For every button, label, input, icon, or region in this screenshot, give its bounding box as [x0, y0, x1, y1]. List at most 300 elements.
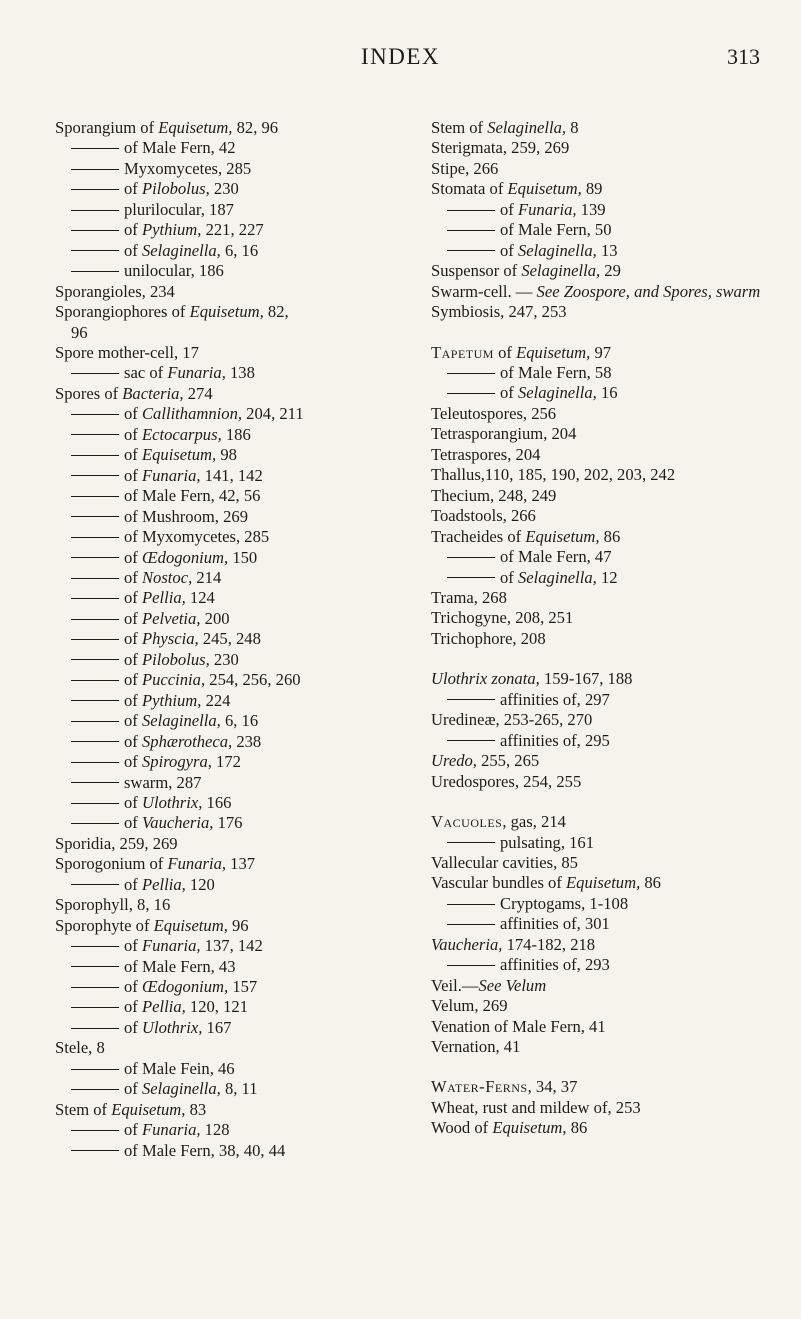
entry-text: 238 [232, 731, 262, 751]
entry-text: Tapetum [431, 342, 494, 362]
entry-text: Tracheides of [431, 526, 526, 546]
entry-text: of [124, 465, 142, 485]
ditto-dash [71, 884, 119, 885]
entry-text: 245, 248 [198, 629, 261, 649]
index-entry [431, 772, 771, 792]
entry-text: Physcia, [141, 629, 199, 649]
index-entry [55, 1038, 400, 1058]
index-entry [431, 1017, 771, 1037]
ditto-dash [71, 823, 119, 824]
index-subentry [55, 445, 400, 465]
entry-text: 204, 211 [242, 404, 304, 424]
entry-text: Vacuoles [431, 812, 503, 832]
index-subentry [55, 629, 400, 649]
index-subentry [431, 547, 771, 567]
index-entry [55, 834, 400, 854]
ditto-dash [71, 598, 119, 599]
entry-text: of Male Fern, 50 [500, 220, 612, 240]
entry-text: Pelvetia, [141, 608, 201, 628]
ditto-dash [71, 762, 119, 763]
entry-text: 120 [185, 874, 215, 894]
ditto-dash [71, 557, 119, 558]
entry-text: Sporogonium of [55, 854, 168, 874]
entry-text: 86 [640, 873, 661, 893]
entry-text: Puccinia, [141, 670, 206, 690]
page-header [0, 44, 801, 84]
entry-text: of [124, 813, 142, 833]
entry-text: Cryptogams, 1-108 [500, 893, 629, 913]
index-subentry [431, 568, 771, 588]
index-subentry [55, 527, 400, 547]
entry-text: swarm, 287 [124, 772, 202, 792]
entry-text: Spores of [55, 383, 123, 403]
entry-text: Œdogonium, [141, 977, 229, 997]
index-subentry [431, 894, 771, 914]
entry-text: of [124, 690, 142, 710]
entry-text: Sporophyll, 8, 16 [55, 895, 171, 915]
index-entry [431, 996, 771, 1016]
index-entry [431, 873, 771, 893]
entry-text: Equisetum, [507, 179, 582, 199]
entry-text: Funaria, [141, 465, 201, 485]
entry-text: Teleutospores, 256 [431, 403, 557, 423]
ditto-dash [71, 250, 119, 251]
entry-text: of [124, 1017, 142, 1037]
index-entry [55, 1100, 400, 1120]
index-subentry [55, 732, 400, 752]
entry-text: Stem of [55, 1099, 112, 1119]
ditto-dash [71, 148, 119, 149]
index-subentry [55, 507, 400, 527]
entry-text: Trichophore, 208 [431, 628, 546, 648]
entry-text: 138 [225, 363, 255, 383]
ditto-dash [71, 741, 119, 742]
index-subentry [431, 690, 771, 710]
ditto-dash [71, 373, 119, 374]
entry-text: 29 [600, 261, 621, 281]
ditto-dash [71, 1007, 119, 1008]
entry-text: Myxomycetes, 285 [124, 158, 252, 178]
entry-text: of [124, 240, 142, 260]
entry-text: 82, 96 [232, 118, 279, 137]
entry-text: Selaginella, [517, 240, 597, 260]
entry-text: Tetraspores, 204 [431, 444, 541, 464]
entry-text: 137, 142 [200, 936, 263, 956]
entry-text: 186 [221, 424, 251, 444]
index-subentry [55, 404, 400, 424]
index-subentry [55, 691, 400, 711]
entry-text: 200 [200, 608, 230, 628]
index-subentry [55, 241, 400, 261]
entry-text: Funaria, [517, 199, 577, 219]
index-entry [55, 895, 400, 915]
entry-text: Spirogyra, [141, 752, 212, 772]
index-entry [431, 710, 771, 730]
entry-text: Stem of [431, 118, 488, 137]
index-subentry [55, 1141, 400, 1161]
entry-text: and Spores, swarm [634, 281, 761, 301]
entry-text: Equisetum, [189, 302, 264, 322]
entry-text: Uredospores, 254, 255 [431, 771, 582, 791]
entry-text: of [124, 731, 142, 751]
index-entry [431, 261, 771, 281]
entry-text: Vernation, 41 [431, 1037, 521, 1057]
index-subentry [55, 138, 400, 158]
entry-text: Equisetum, [492, 1118, 567, 1138]
entry-text: 89 [581, 179, 603, 199]
entry-text: of Mushroom, 269 [124, 506, 248, 526]
ditto-dash [71, 782, 119, 783]
entry-text: of [124, 220, 142, 240]
entry-text: Nostoc, [141, 567, 193, 587]
index-entry [431, 404, 771, 424]
ditto-dash [447, 699, 495, 700]
entry-text: 255, 265 [476, 751, 540, 771]
index-entry [431, 527, 771, 547]
entry-text: 174-182, 218 [502, 934, 596, 954]
entry-text: Selaginella, [141, 1079, 221, 1099]
entry-text: Selaginella, [517, 383, 597, 403]
entry-text: 96 [71, 322, 88, 342]
entry-text: of [124, 711, 142, 731]
entry-text: 172 [211, 752, 241, 772]
entry-text: of [124, 404, 142, 424]
index-entry [431, 669, 771, 689]
index-subentry [55, 466, 400, 486]
index-subentry [55, 670, 400, 690]
index-subentry [55, 1018, 400, 1038]
index-entry [431, 812, 771, 832]
entry-text: Wheat, rust and mildew of, 253 [431, 1097, 641, 1117]
ditto-dash [71, 1150, 119, 1151]
entry-text: of [493, 342, 517, 362]
entry-text: of [124, 997, 142, 1017]
entry-text: Selaginella, [141, 711, 221, 731]
index-subentry [55, 486, 400, 506]
ditto-dash [71, 1089, 119, 1090]
entry-text: of [500, 567, 518, 587]
entry-text: of [124, 752, 142, 772]
entry-text: affinities of, 295 [500, 730, 610, 750]
index-subentry [431, 914, 771, 934]
ditto-dash [447, 230, 495, 231]
index-entry [431, 976, 771, 996]
entry-text: 13 [596, 240, 618, 260]
entry-text: 82, [263, 302, 289, 322]
entry-text: Equisetum, [158, 118, 233, 137]
entry-text: of Male Fein, 46 [124, 1058, 235, 1078]
entry-text: of [124, 445, 142, 465]
index-entry [431, 853, 771, 873]
entry-text: , 34, 37 [527, 1077, 578, 1097]
entry-text: Thallus,110, 185, 190, 202, 203, 242 [431, 465, 676, 485]
index-entry [431, 935, 771, 955]
entry-text: of [500, 199, 518, 219]
entry-text: 141, 142 [200, 465, 263, 485]
entry-text: Stomata of [431, 179, 508, 199]
entry-text: 120, 121 [185, 997, 248, 1017]
entry-text: 214 [192, 567, 222, 587]
entry-text: 166 [202, 792, 232, 812]
index-subentry [55, 179, 400, 199]
entry-text: of [124, 608, 142, 628]
entry-text: Swarm-cell. — [431, 281, 537, 301]
entry-text: of [500, 240, 518, 260]
entry-text: Stele, 8 [55, 1038, 105, 1058]
entry-text: Equisetum, [566, 873, 641, 893]
index-entry [431, 751, 771, 771]
ditto-dash [71, 230, 119, 231]
ditto-dash [447, 557, 495, 558]
ditto-dash [447, 250, 495, 251]
index-entry [431, 1098, 771, 1118]
entry-text: 167 [202, 1017, 232, 1037]
ditto-dash [71, 721, 119, 722]
ditto-dash [71, 987, 119, 988]
entry-text: Equisetum, [525, 526, 600, 546]
entry-text: Funaria, [167, 363, 226, 383]
entry-text: of [124, 424, 142, 444]
index-subentry [55, 588, 400, 608]
index-subentry [55, 793, 400, 813]
index-subentry [431, 383, 771, 403]
index-subentry [55, 977, 400, 997]
entry-text: Thecium, 248, 249 [431, 485, 557, 505]
entry-text: 98 [216, 445, 237, 465]
index-subentry [55, 752, 400, 772]
index-entry [431, 302, 771, 322]
entry-text: Ulothrix zonata, [431, 669, 540, 689]
ditto-dash [71, 189, 119, 190]
ditto-dash [447, 210, 495, 211]
entry-text: 86 [566, 1118, 588, 1138]
index-subentry [55, 997, 400, 1017]
index-entry [431, 629, 771, 649]
entry-text: of Male Fern, 42 [124, 138, 236, 158]
entry-text: 230 [209, 179, 239, 199]
index-entry [431, 588, 771, 608]
ditto-dash [71, 434, 119, 435]
index-entry [431, 138, 771, 158]
entry-text: 124 [185, 588, 215, 608]
entry-text: Tetrasporangium, 204 [431, 424, 577, 444]
entry-text: of [124, 1079, 142, 1099]
entry-text: affinities of, 301 [500, 914, 610, 934]
entry-text: 6, 16 [220, 711, 259, 731]
index-entry [431, 486, 771, 506]
index-subentry [55, 650, 400, 670]
entry-text: Pilobolus, [141, 649, 210, 669]
entry-text: of Male Fern, 43 [124, 956, 236, 976]
entry-text: Equisetum, [516, 342, 591, 362]
index-subentry [55, 711, 400, 731]
ditto-dash [71, 516, 119, 517]
ditto-dash [71, 966, 119, 967]
index-subentry [55, 261, 400, 281]
index-subentry [55, 363, 400, 383]
entry-text: of [124, 588, 142, 608]
entry-text: of [124, 936, 142, 956]
entry-text: of [124, 567, 142, 587]
entry-text: 230 [209, 649, 239, 669]
entry-text: Selaginella, [521, 261, 601, 281]
index-entry [431, 1037, 771, 1057]
entry-text: See Zoospore, [536, 281, 630, 301]
entry-text: Ectocarpus, [141, 424, 222, 444]
entry-text: 8 [566, 118, 579, 137]
ditto-dash [71, 619, 119, 620]
entry-text: 159-167, 188 [539, 669, 633, 689]
entry-text: 8, 11 [220, 1079, 258, 1099]
entry-text: Venation of Male Fern, 41 [431, 1016, 606, 1036]
entry-text: of Myxomycetes, 285 [124, 527, 270, 547]
index-entry [431, 1077, 771, 1097]
entry-text: of [124, 649, 142, 669]
entry-text: , gas, 214 [502, 812, 566, 832]
entry-text: Callithamnion, [141, 404, 243, 424]
index-entry [431, 465, 771, 485]
entry-text: See Velum [478, 975, 547, 995]
entry-text: Vaucheria, [431, 934, 503, 954]
entry-text: Trama, 268 [431, 587, 507, 607]
entry-text: 137 [226, 854, 256, 874]
entry-text: Vallecular cavities, 85 [431, 852, 578, 872]
entry-text: Pellia, [141, 874, 186, 894]
index-entry [431, 445, 771, 465]
ditto-dash [71, 475, 119, 476]
entry-text: affinities of, 293 [500, 955, 610, 975]
entry-text: 6, 16 [220, 240, 259, 260]
entry-text: Selaginella, [517, 567, 597, 587]
ditto-dash [447, 740, 495, 741]
index-subentry [55, 159, 400, 179]
index-entry [55, 323, 400, 343]
entry-text: Sporophyte of [55, 915, 154, 935]
index-subentry [431, 731, 771, 751]
entry-text: Veil.— [431, 975, 479, 995]
entry-text: Œdogonium, [141, 547, 229, 567]
index-subentry [55, 813, 400, 833]
index-subentry [55, 200, 400, 220]
index-entry [55, 302, 400, 322]
ditto-dash [71, 639, 119, 640]
entry-text: Funaria, [141, 1120, 201, 1140]
entry-text: 139 [576, 199, 606, 219]
ditto-dash [447, 577, 495, 578]
ditto-dash [71, 455, 119, 456]
index-entry [431, 343, 771, 363]
running-title: INDEX [360, 44, 441, 69]
ditto-dash [447, 924, 495, 925]
entry-text: of [124, 977, 142, 997]
entry-text: 16 [596, 383, 618, 403]
entry-text: 157 [228, 977, 258, 997]
ditto-dash [447, 842, 495, 843]
entry-text: of Male Fern, 38, 40, 44 [124, 1140, 286, 1160]
ditto-dash [71, 496, 119, 497]
ditto-dash [71, 659, 119, 660]
entry-text: Uredo, [431, 751, 477, 771]
index-entry [55, 384, 400, 404]
entry-text: Wood of [431, 1118, 493, 1138]
entry-text: Sporangiophores of [55, 302, 190, 322]
entry-text: of [124, 179, 142, 199]
index-entry [55, 282, 400, 302]
index-subentry [55, 1059, 400, 1079]
ditto-dash [71, 1130, 119, 1131]
entry-text: of [124, 629, 142, 649]
index-subentry [431, 220, 771, 240]
entry-text: of [500, 383, 518, 403]
entry-text: Ulothrix, [141, 1017, 203, 1037]
index-subentry [55, 1079, 400, 1099]
entry-text: Suspensor of [431, 261, 522, 281]
entry-text: 128 [200, 1120, 230, 1140]
index-subentry [55, 220, 400, 240]
entry-text: 96 [227, 915, 249, 935]
entry-text: Velum, 269 [431, 996, 508, 1016]
entry-text: sac of [124, 363, 168, 383]
entry-text: Sporangioles, 234 [55, 281, 175, 301]
entry-text: 150 [228, 547, 258, 567]
entry-text: Equisetum, [153, 915, 228, 935]
index-entry [431, 506, 771, 526]
ditto-dash [71, 578, 119, 579]
entry-text: 224 [201, 690, 231, 710]
entry-text: 83 [185, 1099, 207, 1119]
entry-text: Selaginella, [487, 118, 567, 137]
entry-text: of [124, 874, 142, 894]
entry-text: Vascular bundles of [431, 873, 567, 893]
entry-text: Selaginella, [141, 240, 221, 260]
entry-text: 176 [213, 813, 243, 833]
entry-text: of Male Fern, 58 [500, 362, 612, 382]
index-subentry [55, 609, 400, 629]
entry-text: affinities of, 297 [500, 689, 610, 709]
index-subentry [431, 200, 771, 220]
entry-text: of [124, 670, 142, 690]
entry-text: Toadstools, 266 [431, 506, 536, 526]
index-subentry [55, 957, 400, 977]
entry-text: of [124, 1120, 142, 1140]
entry-text: of Male Fern, 42, 56 [124, 486, 261, 506]
index-subentry [431, 363, 771, 383]
index-entry [431, 424, 771, 444]
entry-text: Water-Ferns [431, 1077, 528, 1097]
entry-text: 274 [183, 383, 213, 403]
entry-text: Pilobolus, [141, 179, 210, 199]
entry-text: of [124, 792, 142, 812]
entry-text: Pellia, [141, 997, 186, 1017]
index-entry [431, 1118, 771, 1138]
entry-text: Funaria, [167, 854, 227, 874]
ditto-dash [447, 373, 495, 374]
index-subentry [55, 875, 400, 895]
entry-text: Uredineæ, 253-265, 270 [431, 710, 593, 730]
ditto-dash [71, 169, 119, 170]
ditto-dash [71, 803, 119, 804]
index-entry [55, 854, 400, 874]
index-entry [431, 118, 771, 138]
ditto-dash [71, 210, 119, 211]
ditto-dash [71, 946, 119, 947]
ditto-dash [71, 1028, 119, 1029]
index-entry [431, 159, 771, 179]
entry-text: Trichogyne, 208, 251 [431, 608, 574, 628]
ditto-dash [447, 393, 495, 394]
index-subentry [55, 773, 400, 793]
index-subentry [55, 936, 400, 956]
